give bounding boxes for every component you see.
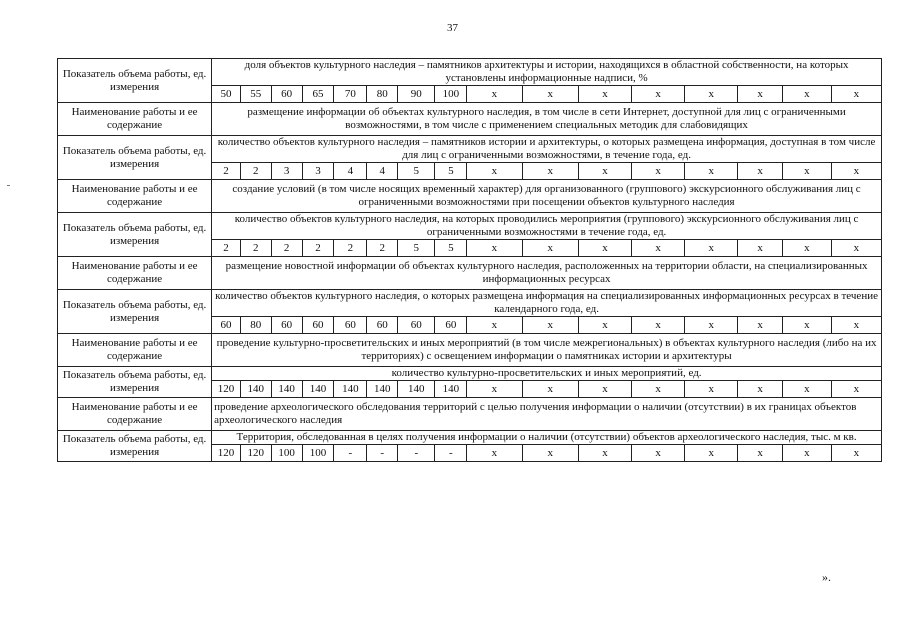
value-cell: x [738,445,783,462]
indicator-row [58,136,882,163]
value-cell: x [632,445,685,462]
work-row [58,257,882,290]
value-cell: x [685,86,738,103]
indicator-label: Показатель объема работы, ед. измерения [58,367,212,398]
value-cell: 70 [334,86,367,103]
value-cell: 4 [334,163,367,180]
work-label: Наименование работы и ее содержание [58,103,212,136]
value-cell: 60 [271,317,302,334]
value-cell: x [522,445,578,462]
value-cell: x [738,381,783,398]
margin-mark [7,185,10,186]
indicator-description: количество объектов культурного наследия – памятников истории и архитектуры, о которых размещена информация, доступная в том числе для лиц с ограниченными возможностями, в течение года, ед. [212,136,882,163]
value-cell: 140 [302,381,334,398]
value-cell: 2 [240,163,271,180]
work-label: Наименование работы и ее содержание [58,257,212,290]
value-cell: x [831,445,881,462]
value-cell: x [467,163,522,180]
indicator-label: Показатель объема работы, ед. измерения [58,431,212,462]
value-cell: - [367,445,398,462]
value-cell: x [522,86,578,103]
value-cell: 2 [302,240,334,257]
value-cell: x [522,240,578,257]
value-cell: 2 [334,240,367,257]
value-cell: 2 [271,240,302,257]
value-cell: x [578,86,631,103]
work-row [58,180,882,213]
value-cell: 100 [435,86,467,103]
value-cell: 90 [398,86,435,103]
value-cell: 60 [367,317,398,334]
value-cell: x [578,240,631,257]
value-cell: 2 [240,240,271,257]
value-cell: x [578,381,631,398]
value-cell: x [685,381,738,398]
value-cell: x [782,381,831,398]
value-cell: x [782,445,831,462]
indicator-row [58,213,882,240]
value-cell: 120 [240,445,271,462]
indicator-label: Показатель объема работы, ед. измерения [58,213,212,257]
value-cell: 2 [367,240,398,257]
value-cell: 120 [212,445,241,462]
value-cell: x [738,86,783,103]
value-cell: 5 [435,163,467,180]
value-cell: 2 [212,240,241,257]
value-cell: 50 [212,86,241,103]
indicator-description: Территория, обследованная в целях получения информации о наличии (отсутствии) объектов археологического наследия, тыс. м кв. [212,431,882,445]
work-row [58,334,882,367]
value-cell: x [632,86,685,103]
value-cell: x [632,317,685,334]
value-cell: 65 [302,86,334,103]
value-cell: x [467,86,522,103]
indicator-label: Показатель объема работы, ед. измерения [58,136,212,180]
value-cell: 5 [435,240,467,257]
value-cell: 60 [212,317,241,334]
value-cell: x [782,163,831,180]
value-cell: x [578,163,631,180]
value-cell: 60 [398,317,435,334]
value-cell: x [782,240,831,257]
value-cell: x [831,163,881,180]
value-cell: - [398,445,435,462]
value-cell: x [685,240,738,257]
work-label: Наименование работы и ее содержание [58,398,212,431]
value-cell: x [782,86,831,103]
value-cell: 100 [271,445,302,462]
value-cell: 80 [240,317,271,334]
value-cell: x [831,317,881,334]
value-cell: x [831,381,881,398]
value-cell: x [685,445,738,462]
value-cell: 120 [212,381,241,398]
value-cell: 4 [367,163,398,180]
value-cell: 140 [240,381,271,398]
value-cell: 60 [435,317,467,334]
indicator-description: количество объектов культурного наследия, на которых проводились мероприятия (группового) экскурсионного обслуживания лиц с ограниченными возможностями в течение года, ед. [212,213,882,240]
value-cell: - [334,445,367,462]
value-cell: x [738,163,783,180]
value-cell: x [685,163,738,180]
value-cell: x [831,86,881,103]
value-cell: x [467,240,522,257]
value-cell: x [685,317,738,334]
value-cell: 140 [271,381,302,398]
value-cell: x [467,381,522,398]
indicator-label: Показатель объема работы, ед. измерения [58,290,212,334]
value-cell: x [632,240,685,257]
indicator-row [58,290,882,317]
value-cell: 140 [435,381,467,398]
work-row [58,398,882,431]
value-cell: 60 [271,86,302,103]
indicator-description: количество культурно-просветительских и иных мероприятий, ед. [212,367,882,381]
value-cell: 55 [240,86,271,103]
value-cell: x [738,317,783,334]
indicator-row [58,59,882,86]
value-cell: x [782,317,831,334]
value-cell: x [632,163,685,180]
closing-quote: ». [822,570,831,584]
value-cell: 2 [212,163,241,180]
page-number: 37 [447,22,458,34]
work-description: создание условий (в том числе носящих временный характер) для организованного (группового) экскурсионного обслуживания лиц с ограниченными возможностями при посещении объектов культурного наследия [212,180,882,213]
work-description: размещение новостной информации об объектах культурного наследия, расположенных на территории области, на специализированных информационных ресурсах [212,257,882,290]
value-cell: x [467,445,522,462]
value-cell: x [522,317,578,334]
value-cell: 5 [398,240,435,257]
value-cell: 100 [302,445,334,462]
value-cell: 5 [398,163,435,180]
value-cell: x [578,445,631,462]
value-cell: 80 [367,86,398,103]
indicator-description: доля объектов культурного наследия – памятников архитектуры и истории, находящихся в областной собственности, на которых установлены информационные надписи, % [212,59,882,86]
value-cell: - [435,445,467,462]
work-description: проведение культурно-просветительских и иных мероприятий (в том числе межрегиональных) в объектах культурного наследия (либо на их территориях) с освещением информации о памятниках истории и архитектуры [212,334,882,367]
value-cell: 60 [334,317,367,334]
work-label: Наименование работы и ее содержание [58,180,212,213]
indicator-label: Показатель объема работы, ед. измерения [58,59,212,103]
value-cell: 140 [367,381,398,398]
work-label: Наименование работы и ее содержание [58,334,212,367]
value-cell: x [522,381,578,398]
value-cell: x [632,381,685,398]
work-description: размещение информации об объектах культурного наследия, в том числе в сети Интернет, доступной для лиц с ограниченными возможностями, в том числе с применением специальных методик для слабовидящих [212,103,882,136]
value-cell: 60 [302,317,334,334]
value-cell: 3 [302,163,334,180]
value-cell: 3 [271,163,302,180]
value-cell: x [831,240,881,257]
value-cell: x [578,317,631,334]
indicator-row [58,431,882,445]
value-cell: x [738,240,783,257]
indicator-description: количество объектов культурного наследия, о которых размещена информация на специализированных информационных ресурсах в течение календарного года, ед. [212,290,882,317]
value-cell: x [522,163,578,180]
value-cell: x [467,317,522,334]
value-cell: 140 [334,381,367,398]
value-cell: 140 [398,381,435,398]
indicators-table [57,58,882,462]
work-row [58,103,882,136]
work-description: проведение археологического обследования территорий с целью получения информации о наличии (отсутствии) в их границах объектов археологического наследия [212,398,882,431]
indicator-row [58,367,882,381]
